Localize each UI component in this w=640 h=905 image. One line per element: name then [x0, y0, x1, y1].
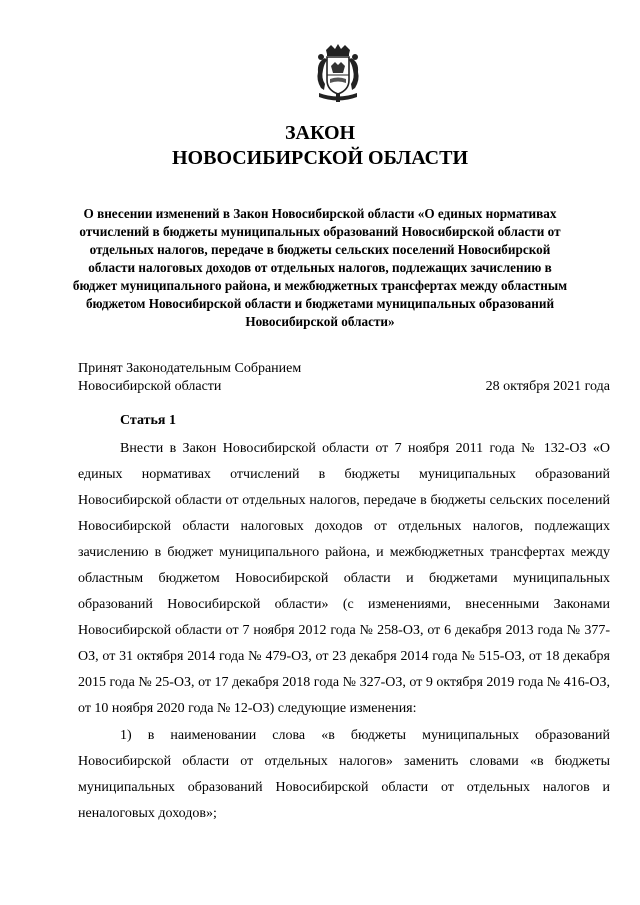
document-title — [0, 121, 640, 171]
title-line-region: НОВОСИБИРСКОЙ ОБЛАСТИ — [171, 147, 469, 169]
adoption-block — [78, 360, 610, 396]
adoption-date: 28 октября 2021 года — [485, 379, 610, 394]
adoption-row — [78, 378, 610, 396]
law-subject-heading: О внесении изменений в Закон Новосибирской области «О единых нормативах отчислений в бюджеты муниципальных образований Новосибирской области от отдельных налогов, передаче в бюджеты сельских поселений Новосибирской области налоговых доходов от отдельных налогов, подлежащих зачислению в бюджет муниципального района, и межбюджетных трансфертах между областным бюджетом Новосибирской области и бюджетами муниципальных образований Новосибирской области» — [72, 206, 568, 329]
article-heading: Статья 1 — [120, 413, 176, 428]
article-body — [78, 436, 610, 827]
adoption-line-2: Новосибирской области — [78, 379, 222, 394]
article-paragraph: Внести в Закон Новосибирской области от 7 ноября 2011 года № 132-ОЗ «О единых нормативах отчислений в бюджеты муниципальных образований Новосибирской области от отдельных налогов, передаче в бюджеты сельских поселений Новосибирской области налоговых доходов от отдельных налогов, подлежащих зачислению в бюджет муниципального района, и межбюджетных трансфертах между областным бюджетом Новосибирской области и бюджетами муниципальных образований Новосибирской области» (с изменениями, внесенными Законами Новосибирской области от 7 ноября 2012 года № 258-ОЗ, от 6 декабря 2013 года № 377-ОЗ, от 31 октября 2014 года № 479-ОЗ, от 23 декабря 2014 года № 515-ОЗ, от 18 декабря 2015 года № 25-ОЗ, от 17 декабря 2018 года № 327-ОЗ, от 9 октября 2019 года № 416-ОЗ, от 10 ноября 2020 года № 12-ОЗ) следующие изменения: — [78, 441, 610, 716]
article-item-1: 1) в наименовании слова «в бюджеты муниципальных образований Новосибирской области от отдельных налогов» заменить словами «в бюджеты муниципальных образований Новосибирской области от отдельных налогов и неналоговых доходов»; — [78, 728, 610, 821]
adoption-line-1: Принят Законодательным Собранием — [78, 361, 302, 376]
coat-of-arms-icon — [313, 44, 363, 104]
title-line-law: ЗАКОН — [284, 122, 356, 144]
